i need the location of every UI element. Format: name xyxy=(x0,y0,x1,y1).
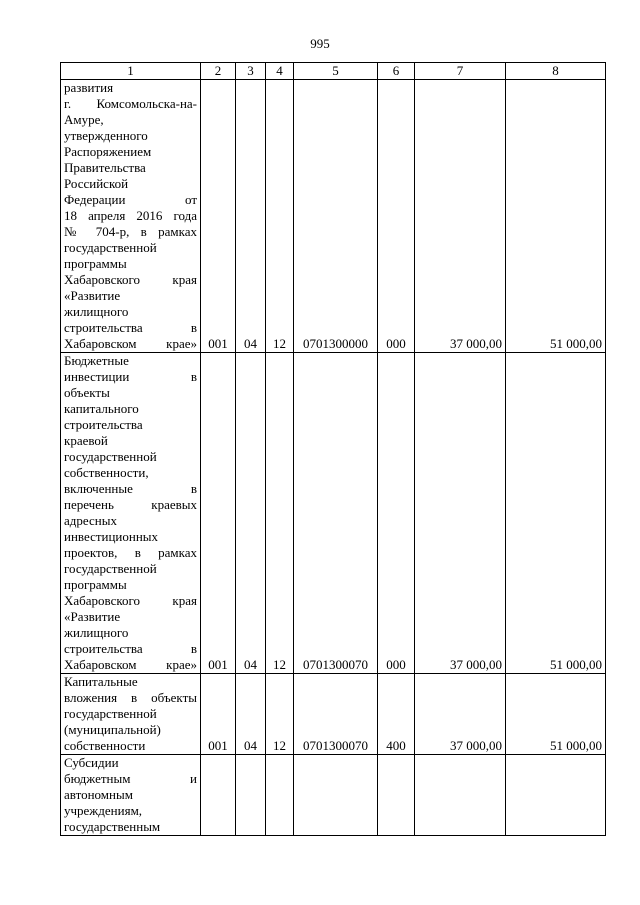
section-cell: 04 xyxy=(236,80,266,353)
row-name-line: программы xyxy=(64,577,127,592)
row-name-cell xyxy=(61,755,201,836)
row-name-line: краевой xyxy=(64,433,108,448)
subsection-cell: 12 xyxy=(266,80,294,353)
code-cell: 001 xyxy=(201,80,236,353)
row-name-line: Федерации от xyxy=(64,192,197,207)
row-name-line: государственной xyxy=(64,240,157,255)
amount-cell: 51 000,00 xyxy=(506,674,606,755)
row-name-line: Капитальные xyxy=(64,674,138,689)
row-name-line: капитального xyxy=(64,401,139,416)
row-name-line: Бюджетные xyxy=(64,353,129,368)
row-name-line: 18 апреля 2016 года xyxy=(64,208,197,223)
row-name-line: программы xyxy=(64,256,127,271)
section-cell: 04 xyxy=(236,674,266,755)
header-cell-4: 4 xyxy=(266,63,294,80)
header-cell-6: 6 xyxy=(378,63,415,80)
code-cell xyxy=(201,755,236,836)
amount-cell: 37 000,00 xyxy=(415,80,506,353)
row-name-line: учреждениям, xyxy=(64,803,143,818)
row-name-line: адресных xyxy=(64,513,117,528)
row-name-line: инвестиции в xyxy=(64,369,197,384)
row-name-line: автономным xyxy=(64,787,133,802)
header-cell-3: 3 xyxy=(236,63,266,80)
row-name-line: Распоряжением xyxy=(64,144,152,159)
row-name-line: (муниципальной) xyxy=(64,722,161,737)
row-name-line: строительства xyxy=(64,417,143,432)
row-name-line: Российской xyxy=(64,176,129,191)
expense-type-cell xyxy=(378,755,415,836)
row-name-line: государственной xyxy=(64,561,157,576)
subsection-cell xyxy=(266,755,294,836)
target-article-cell: 0701300000 xyxy=(294,80,378,353)
row-name-line: Хабаровском крае» xyxy=(64,336,197,351)
subsection-cell: 12 xyxy=(266,353,294,674)
section-cell: 04 xyxy=(236,353,266,674)
amount-cell xyxy=(415,755,506,836)
row-name-line: жилищного xyxy=(64,304,129,319)
expense-type-cell: 000 xyxy=(378,80,415,353)
header-cell-5: 5 xyxy=(294,63,378,80)
code-cell: 001 xyxy=(201,353,236,674)
row-name-line: Хабаровского края xyxy=(64,272,197,287)
row-name-line: проектов, в рамках xyxy=(64,545,197,560)
row-name-cell xyxy=(61,674,201,755)
row-name-cell xyxy=(61,353,201,674)
header-cell-2: 2 xyxy=(201,63,236,80)
subsection-cell: 12 xyxy=(266,674,294,755)
amount-cell: 51 000,00 xyxy=(506,80,606,353)
row-name-line: государственной xyxy=(64,449,157,464)
row-name-line: «Развитие xyxy=(64,288,121,303)
row-name-line: инвестиционных xyxy=(64,529,159,544)
section-cell xyxy=(236,755,266,836)
amount-cell: 37 000,00 xyxy=(415,353,506,674)
row-name-line: Хабаровского края xyxy=(64,593,197,608)
row-name-line: утвержденного xyxy=(64,128,148,143)
row-name-line: собственности, xyxy=(64,465,149,480)
row-name-line: бюджетным и xyxy=(64,771,197,786)
row-name-line: включенные в xyxy=(64,481,197,496)
code-cell: 001 xyxy=(201,674,236,755)
row-name-line: развития xyxy=(64,80,114,95)
row-name-line: собственности xyxy=(64,738,146,753)
page-number: 995 xyxy=(310,36,330,51)
header-cell-1: 1 xyxy=(61,63,201,80)
row-name-line: строительства в xyxy=(64,641,197,656)
expense-type-cell: 000 xyxy=(378,353,415,674)
row-name-line: Хабаровском крае» xyxy=(64,657,197,672)
budget-table xyxy=(60,62,606,836)
row-name-line: государственной xyxy=(64,706,157,721)
table-row xyxy=(61,80,606,353)
amount-cell: 51 000,00 xyxy=(506,353,606,674)
row-name-line: объекты xyxy=(64,385,110,400)
table-row xyxy=(61,674,606,755)
expense-type-cell: 400 xyxy=(378,674,415,755)
header-row xyxy=(61,63,606,80)
table-row xyxy=(61,353,606,674)
target-article-cell xyxy=(294,755,378,836)
row-name-line: «Развитие xyxy=(64,609,121,624)
row-name-line: жилищного xyxy=(64,625,129,640)
header-cell-8: 8 xyxy=(506,63,606,80)
target-article-cell: 0701300070 xyxy=(294,353,378,674)
row-name-line: строительства в xyxy=(64,320,197,335)
row-name-line: государственным xyxy=(64,819,161,834)
header-cell-7: 7 xyxy=(415,63,506,80)
target-article-cell: 0701300070 xyxy=(294,674,378,755)
row-name-line: Правительства xyxy=(64,160,146,175)
table-row xyxy=(61,755,606,836)
row-name-line: перечень краевых xyxy=(64,497,197,512)
amount-cell xyxy=(506,755,606,836)
amount-cell: 37 000,00 xyxy=(415,674,506,755)
row-name-line: Субсидии xyxy=(64,755,119,770)
row-name-line: вложения в объекты xyxy=(64,690,197,705)
row-name-line: Амуре, xyxy=(64,112,104,127)
row-name-line: г. Комсомольска-на- xyxy=(64,96,197,111)
row-name-line: № 704-р, в рамках xyxy=(64,224,197,239)
row-name-cell xyxy=(61,80,201,353)
